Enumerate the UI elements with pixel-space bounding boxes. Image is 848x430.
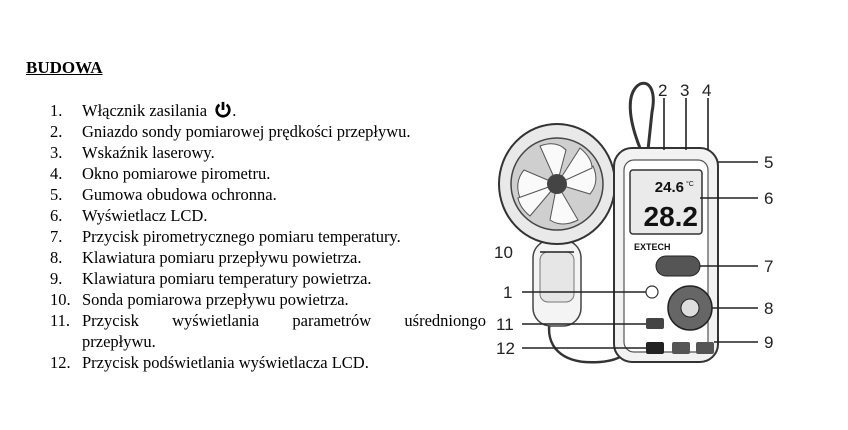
vane-probe — [499, 124, 615, 326]
item-text: Okno pomiarowe pirometru. — [82, 164, 271, 183]
item-text: Klawiatura pomiaru temperatury powietrza. — [82, 269, 372, 288]
item-text: Wskaźnik laserowy. — [82, 143, 215, 162]
list-item — [50, 121, 486, 142]
device-diagram — [490, 78, 790, 378]
item-number: 2. — [50, 122, 63, 141]
probe-cable — [630, 83, 653, 150]
item-text: Gumowa obudowa ochronna. — [82, 185, 277, 204]
item-number: 9. — [50, 269, 63, 288]
item-text: Przycisk podświetlania wyświetlacza LCD. — [82, 353, 369, 372]
backlight-button[interactable] — [646, 342, 664, 354]
item-number: 11. — [50, 311, 71, 330]
item-number: 4. — [50, 164, 63, 183]
list-item — [50, 184, 486, 205]
item-number: 8. — [50, 248, 63, 267]
callout-2: 2 — [658, 81, 668, 100]
callout-6: 6 — [764, 189, 774, 208]
item-number: 6. — [50, 206, 63, 225]
brand-label: EXTECH — [634, 242, 671, 252]
item-text: Sonda pomiarowa przepływu powietrza. — [82, 290, 349, 309]
item-text: Klawiatura pomiaru przepływu powietrza. — [82, 248, 362, 267]
list-item — [50, 352, 486, 373]
power-button[interactable] — [646, 286, 658, 298]
item-number: 7. — [50, 227, 63, 246]
item-number: 1. — [50, 101, 63, 120]
item-text: Przycisk pirometrycznego pomiaru temperatury. — [82, 227, 401, 246]
callout-9: 9 — [764, 333, 774, 352]
item-text-continuation: przepływu. — [82, 332, 156, 351]
section-heading: BUDOWA — [26, 58, 103, 77]
list-item — [50, 163, 486, 184]
item-text: Przycisk wyświetlania parametrów uśredniongo — [82, 311, 486, 330]
list-item — [50, 142, 486, 163]
list-item — [50, 205, 486, 226]
item-number: 5. — [50, 185, 63, 204]
callout-7: 7 — [764, 257, 774, 276]
power-icon — [214, 101, 232, 119]
callout-3: 3 — [680, 81, 690, 100]
air-temp-key-2[interactable] — [696, 342, 714, 354]
lcd-small-value: 24.6 — [654, 179, 684, 196]
item-text: Włącznik zasilania — [82, 101, 208, 120]
list-item — [50, 310, 486, 352]
lcd-main-value: 28.2 — [643, 201, 698, 232]
list-item — [50, 289, 486, 310]
item-number: 12. — [50, 353, 71, 372]
callout-11: 11 — [496, 315, 514, 334]
meter-body — [614, 148, 718, 362]
item-number: 3. — [50, 143, 63, 162]
callout-1: 1 — [503, 283, 513, 302]
callout-8: 8 — [764, 299, 774, 318]
callout-12: 12 — [496, 339, 515, 358]
average-button[interactable] — [646, 318, 664, 329]
list-item — [50, 226, 486, 247]
list-item — [50, 100, 486, 121]
item-text: Gniazdo sondy pomiarowej prędkości przepływu. — [82, 122, 411, 141]
item-text: Wyświetlacz LCD. — [82, 206, 208, 225]
callout-4: 4 — [702, 81, 712, 100]
item-number: 10. — [50, 290, 71, 309]
list-item — [50, 247, 486, 268]
parts-list — [50, 100, 486, 373]
callout-5: 5 — [764, 153, 774, 172]
ir-temp-button[interactable] — [656, 256, 700, 276]
list-item — [50, 268, 486, 289]
lcd-small-unit: °C — [686, 181, 694, 188]
callout-10: 10 — [494, 243, 513, 262]
item-suffix: . — [232, 101, 237, 120]
air-temp-key-1[interactable] — [672, 342, 690, 354]
